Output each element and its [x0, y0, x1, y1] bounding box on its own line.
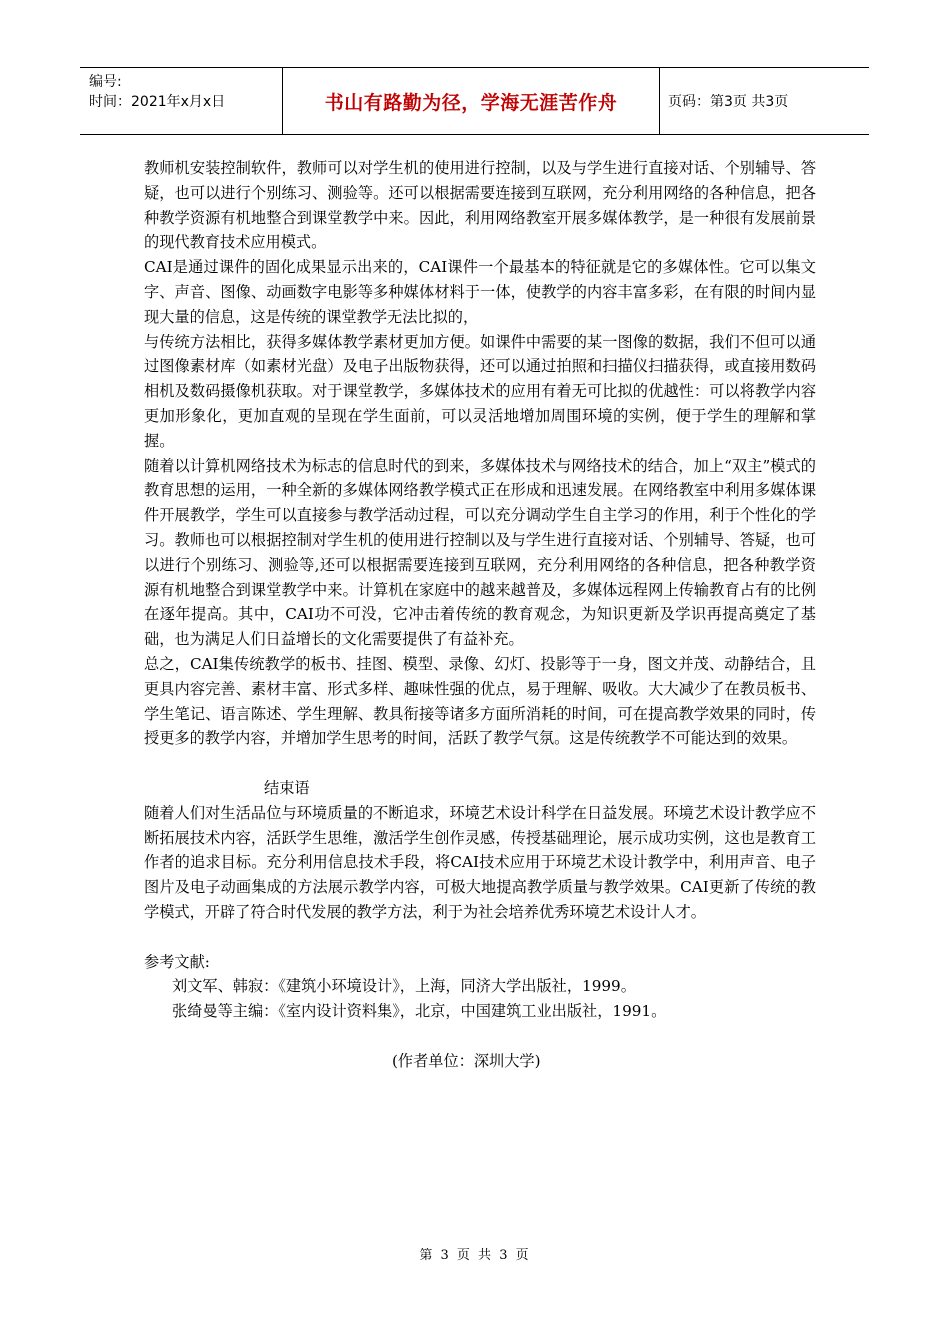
author-unit: (作者单位：深圳大学)	[392, 1051, 541, 1070]
conclusion-heading: 结束语	[264, 778, 310, 797]
header-page-code: 页码：第3页 共3页	[668, 94, 789, 110]
document-body	[144, 156, 816, 1073]
body-paragraph: 与传统方法相比，获得多媒体教学素材更加方便。如课件中需要的某一图像的数据，我们不但可以通过图像素材库（如素材光盘）及电子出版物获得，还可以通过拍照和扫描仪扫描获得，或直接用数码相机及数码摄像机获取。对于课堂教学，多媒体技术的应用有着无可比拟的优越性：可以将教学内容更加形象化，更加直观的呈现在学生面前，可以灵活地增加周围环境的实例，便于学生的理解和掌握。	[144, 332, 816, 450]
body-paragraph: 教师机安装控制软件，教师可以对学生机的使用进行控制，以及与学生进行直接对话、个别辅导、答疑，也可以进行个别练习、测验等。还可以根据需要连接到互联网，充分利用网络的各种信息，把各种教学资源有机地整合到课堂教学中来。因此，利用网络教室开展多媒体教学，是一种很有发展前景的现代教育技术应用模式。	[144, 159, 816, 252]
section-gap	[144, 1024, 816, 1049]
document-number-label: 编号:	[89, 74, 122, 90]
body-paragraph: 总之，CAI集传统教学的板书、挂图、模型、录像、幻灯、投影等于一身，图文并茂、动静结合，且更具内容完善、素材丰富、形式多样、趣味性强的优点，易于理解、吸收。大大减少了在教员板书、学生笔记、语言陈述、学生理解、教具衔接等诸多方面所消耗的时间，可在提高教学效果的同时，传授更多的教学内容，并增加学生思考的时间，活跃了教学气氛。这是传统教学不可能达到的效果。	[144, 654, 816, 748]
page-footer: 第 3 页 共 3 页	[419, 1248, 531, 1263]
header-meta-cell	[80, 68, 283, 134]
body-paragraph: CAI是通过课件的固化成果显示出来的，CAI课件一个最基本的特征就是它的多媒体性。它可以集文字、声音、图像、动画数字电影等多种媒体材料于一体，使教学的内容丰富多彩，在有限的时间内显现大量的信息，这是传统的课堂教学无法比拟的，	[144, 258, 816, 326]
body-paragraph: 随着以计算机网络技术为标志的信息时代的到来，多媒体技术与网络技术的结合，加上“双主”模式的教育思想的运用，一种全新的多媒体网络教学模式正在形成和迅速发展。在网络教室中利用多媒体课件开展教学，学生可以直接参与教学活动过程，可以充分调动学生自主学习的作用，利于个性化的学习。教师也可以根据控制对学生机的使用进行控制以及与学生进行直接对话、个别辅导、答疑，也可以进行个别练习、测验等,还可以根据需要连接到互联网，充分利用网络的各种信息，把各种教学资源有机地整合到课堂教学中来。计算机在家庭中的越来越普及，多媒体远程网上传输教育占有的比例在逐年提高。其中，CAI功不可没，它冲击着传统的教育观念，为知识更新及学识再提高奠定了基础，也为满足人们日益增长的文化需要提供了有益补充。	[144, 456, 816, 649]
reference-item: 刘文军、韩寂：《建筑小环境设计》，上海，同济大学出版社，1999。	[172, 977, 636, 996]
section-gap	[144, 925, 816, 950]
document-time-label: 时间：2021年x月x日	[89, 94, 226, 110]
page-header	[80, 67, 869, 135]
header-motto: 书山有路勤为径，学海无涯苦作舟	[283, 68, 660, 134]
references-title: 参考文献:	[144, 952, 210, 971]
conclusion-paragraph: 随着人们对生活品位与环境质量的不断追求，环境艺术设计科学在日益发展。环境艺术设计教学应不断拓展技术内容，活跃学生思维，激活学生创作灵感，传授基础理论，展示成功实例，这也是教育工作者的追求目标。充分利用信息技术手段，将CAI技术应用于环境艺术设计教学中，利用声音、电子图片及电子动画集成的方法展示教学内容，可极大地提高教学质量与教学效果。CAI更新了传统的教学模式，开辟了符合时代发展的教学方法，利于为社会培养优秀环境艺术设计人才。	[144, 803, 816, 921]
section-gap	[144, 751, 816, 776]
reference-item: 张绮曼等主编：《室内设计资料集》，北京，中国建筑工业出版社，1991。	[172, 1002, 667, 1021]
